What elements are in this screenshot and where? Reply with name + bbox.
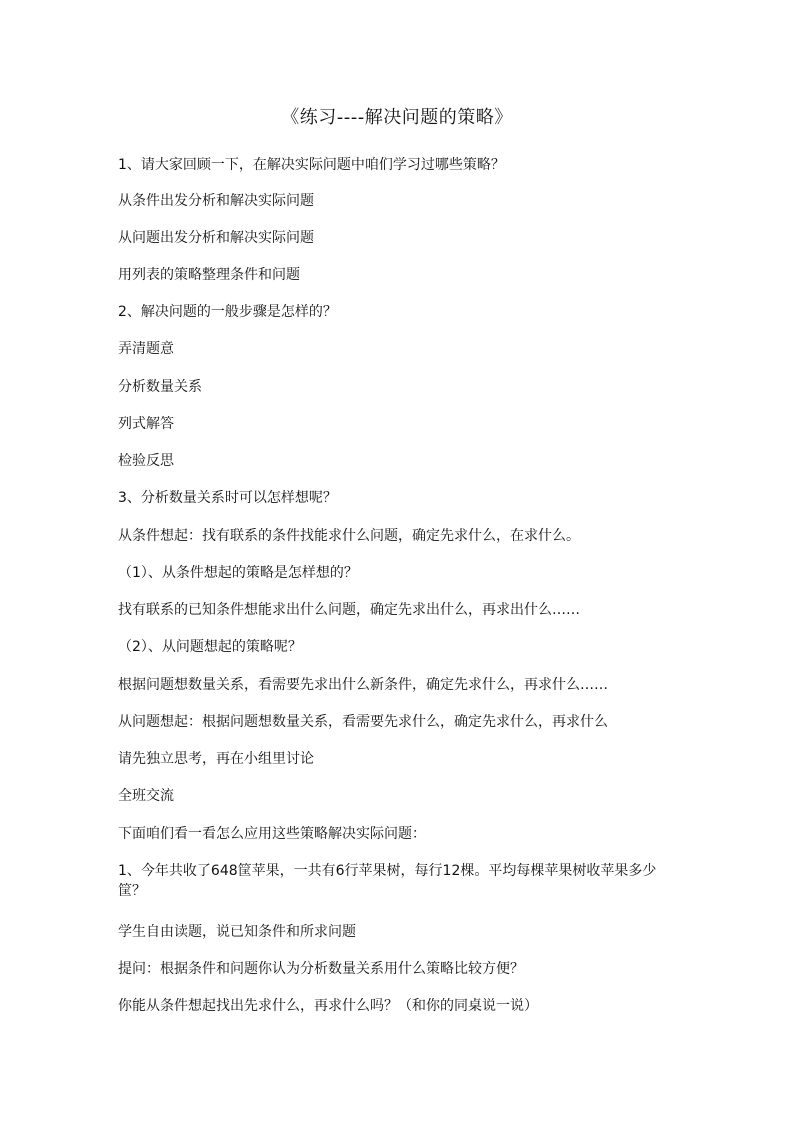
question-2: 2、解决问题的一般步骤是怎样的？ xyxy=(118,304,337,320)
sub-question-1: （1）、从条件想起的策略是怎样想的？ xyxy=(118,565,358,581)
problem-1: 1、今年共收了648筐苹果，一共有6行苹果树，每行12棵。平均每棵苹果树收苹果多少筐？ xyxy=(118,863,657,899)
paragraph-think-discuss: 请先独立思考，再在小组里讨论 xyxy=(118,751,314,767)
paragraph-from-question: 从问题想起：根据问题想数量关系，看需要先求什么，确定先求什么，再求什么 xyxy=(118,714,608,730)
paragraph-partner-discuss: 你能从条件想起找出先求什么，再求什么吗？（和你的同桌说一说） xyxy=(118,998,538,1014)
answer-sub-question-1: 找有联系的已知条件想能求出什么问题，确定先求出什么，再求出什么…… xyxy=(118,602,580,618)
step-analyze: 分析数量关系 xyxy=(118,379,202,395)
question-1: 1、请大家回顾一下，在解决实际问题中咱们学习过哪些策略？ xyxy=(118,157,505,173)
step-understand: 弄清题意 xyxy=(118,341,174,357)
paragraph-strategy-question: 从问题出发分析和解决实际问题 xyxy=(118,230,314,246)
paragraph-strategy-table: 用列表的策略整理条件和问题 xyxy=(118,267,300,283)
paragraph-strategy-condition: 从条件出发分析和解决实际问题 xyxy=(118,193,314,209)
paragraph-from-condition: 从条件想起：找有联系的条件找能求什么问题，确定先求什么，在求什么。 xyxy=(118,528,580,544)
sub-question-2: （2）、从问题想起的策略呢？ xyxy=(118,639,302,655)
paragraph-class-exchange: 全班交流 xyxy=(118,788,174,804)
step-check: 检验反思 xyxy=(118,453,174,469)
step-solve: 列式解答 xyxy=(118,416,174,432)
document-title: 《练习----解决问题的策略》 xyxy=(281,107,513,128)
question-3: 3、分析数量关系时可以怎样想呢？ xyxy=(118,490,337,506)
paragraph-apply-intro: 下面咱们看一看怎么应用这些策略解决实际问题： xyxy=(118,826,426,842)
answer-sub-question-2: 根据问题想数量关系，看需要先求出什么新条件，确定先求什么，再求什么…… xyxy=(118,677,608,693)
paragraph-read-problem: 学生自由读题，说已知条件和所求问题 xyxy=(118,924,356,940)
paragraph-prompt: 提问：根据条件和问题你认为分析数量关系用什么策略比较方便？ xyxy=(118,961,524,977)
